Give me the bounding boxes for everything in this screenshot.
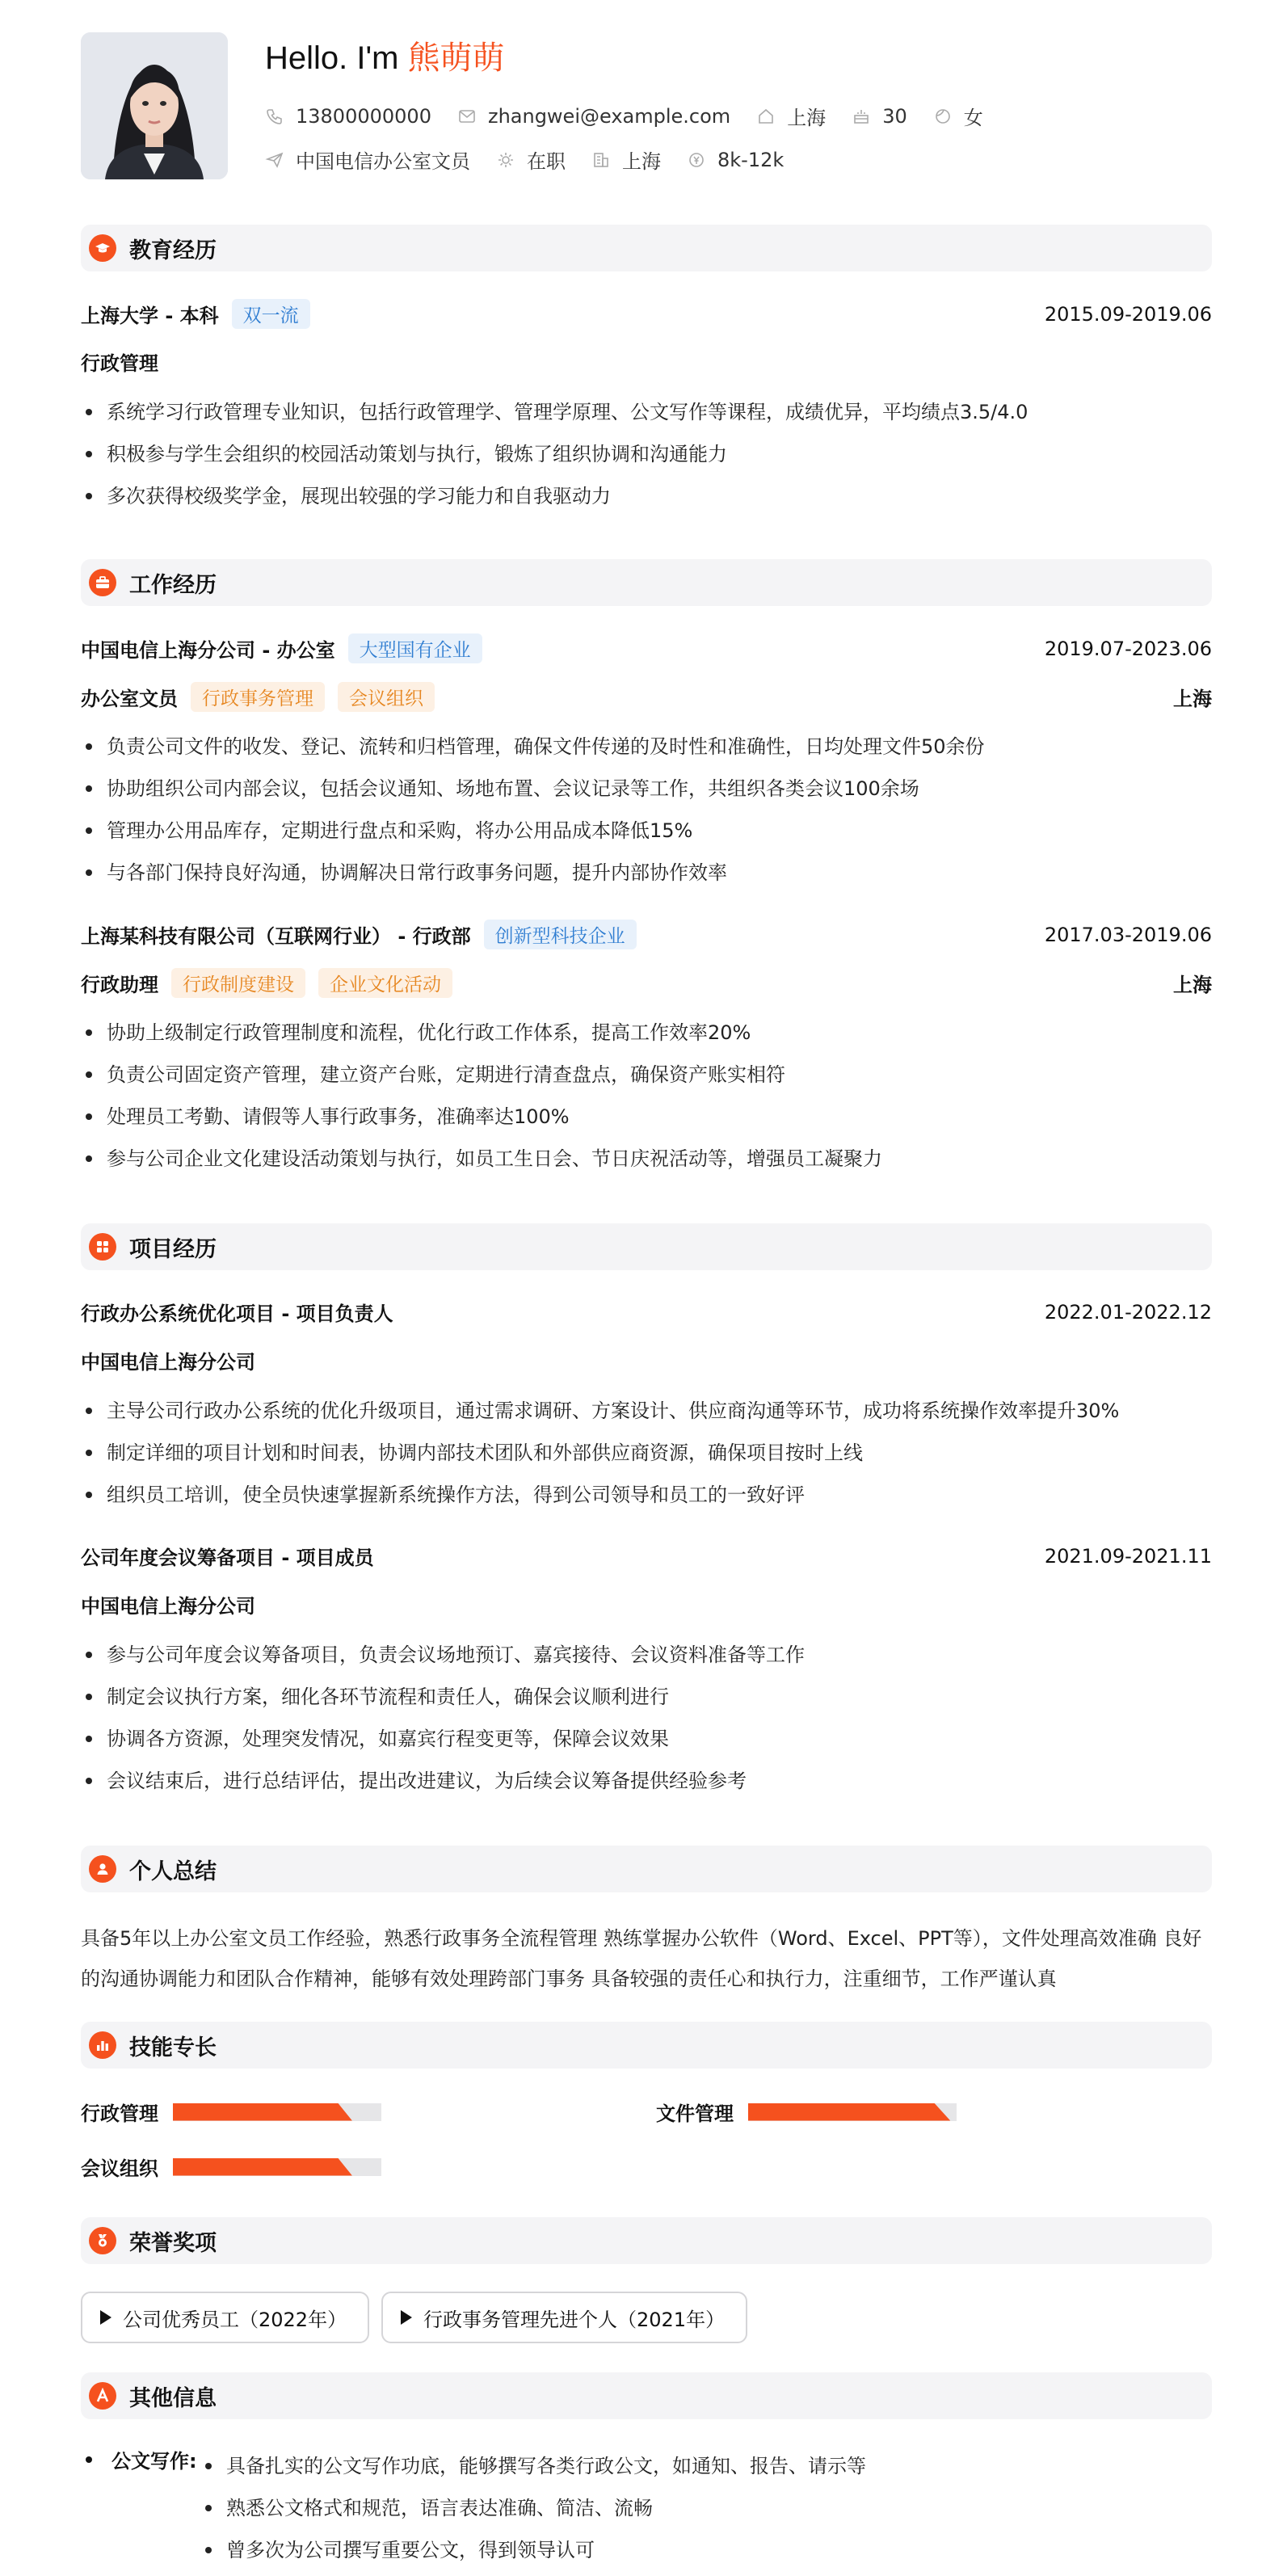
- list-item: 组织员工培训，使全员快速掌握新系统操作方法，得到公司领导和员工的一致好评: [81, 1474, 1228, 1516]
- project-name: 行政办公系统优化项目 - 项目负责人: [81, 1303, 393, 1325]
- project-title-line: [81, 1298, 1212, 1326]
- job-location: 上海: [1173, 974, 1212, 996]
- job-role: 行政助理: [81, 974, 158, 996]
- role-tag: 企业文化活动: [318, 968, 452, 998]
- skill-name: 会议组织: [81, 2157, 158, 2180]
- briefcase-icon: [89, 569, 116, 596]
- mail-icon: [457, 107, 477, 126]
- section-title: 技能专长: [129, 2035, 217, 2060]
- grid-icon: [89, 1233, 116, 1261]
- section-projects-header: [81, 1223, 1212, 1270]
- award-item: [381, 2292, 747, 2343]
- section-title: 个人总结: [129, 1858, 217, 1884]
- target-city-item: [591, 145, 661, 174]
- job-company-line: [81, 920, 1212, 949]
- salary-text: 8k-12k: [717, 148, 785, 171]
- award-text: 公司优秀员工（2022年）: [123, 2308, 347, 2331]
- project-bullets: [81, 1634, 1228, 1802]
- role-tag: 会议组织: [338, 682, 435, 712]
- skill-item: [81, 2153, 381, 2181]
- list-item: 制定会议执行方案，细化各环节流程和责任人，确保会议顺利进行: [81, 1676, 1228, 1718]
- list-item: 协助组织公司内部会议，包括会议通知、场地布置、会议记录等工作，共组织各类会议100余场: [81, 768, 1228, 810]
- skill-item: [81, 2098, 381, 2126]
- play-icon: [100, 2310, 111, 2325]
- job-target-text: 中国电信办公室文员: [296, 150, 470, 173]
- role-tag: 行政制度建设: [171, 968, 305, 998]
- list-item: 具备扎实的公文写作功底，能够撰写各类行政公文，如通知、报告、请示等: [200, 2445, 1210, 2487]
- section-title: 项目经历: [129, 1236, 217, 1262]
- phone-text: 13800000000: [296, 104, 431, 128]
- home-icon: [756, 107, 776, 126]
- list-item: 多次获得校级奖学金，展现出较强的学习能力和自我驱动力: [81, 475, 1228, 517]
- gender-text: 女: [963, 107, 983, 129]
- job-intent-row: [265, 145, 810, 174]
- avatar: [81, 32, 228, 179]
- gear-icon: [496, 150, 515, 170]
- role-tag: 行政事务管理: [191, 682, 325, 712]
- project-period: 2022.01-2022.12: [1044, 1300, 1212, 1324]
- project-org-line: [81, 1346, 1212, 1374]
- job-bullets: [81, 726, 1228, 894]
- bar-chart-icon: [89, 2031, 116, 2059]
- list-item: 管理办公用品库存，定期进行盘点和采购，将办公用品成本降低15%: [81, 810, 1228, 852]
- section-education-header: [81, 225, 1212, 271]
- company-tag: 创新型科技企业: [484, 920, 637, 949]
- city-item: [756, 102, 826, 130]
- medal-icon: [89, 2227, 116, 2254]
- list-item: 与各部门保持良好沟通，协调解决日常行政事务问题，提升内部协作效率: [81, 852, 1228, 894]
- project-name: 公司年度会议筹备项目 - 项目成员: [81, 1547, 374, 1569]
- summary-text: 具备5年以上办公室文员工作经验，熟悉行政事务全流程管理 熟练掌握办公软件（Word、Excel、PPT等），文件处理高效准确 良好的沟通协调能力和团队合作精神，能够有效处理跨部门事务 具备较强的责任心和执行力，注重细节，工作严谨认真: [81, 1927, 1202, 1990]
- project-org: 中国电信上海分公司: [81, 1351, 255, 1374]
- section-other-header: [81, 2372, 1212, 2419]
- graduation-cap-icon: [89, 234, 116, 262]
- list-item: 曾多次为公司撰写重要公文，得到领导认可: [200, 2529, 1210, 2571]
- section-title: 教育经历: [129, 238, 217, 263]
- other-bullets: [200, 2445, 1210, 2571]
- project-org-line: [81, 1590, 1212, 1618]
- list-item: 制定详细的项目计划和时间表，协调内部技术团队和外部供应商资源，确保项目按时上线: [81, 1432, 1228, 1474]
- list-item: 参与公司企业文化建设活动策划与执行，如员工生日会、节日庆祝活动等，增强员工凝聚力: [81, 1138, 1228, 1180]
- coin-icon: [687, 150, 706, 170]
- job-location: 上海: [1173, 688, 1212, 710]
- award-text: 行政事务管理先进个人（2021年）: [423, 2308, 726, 2331]
- greeting: [265, 32, 505, 78]
- job-period: 2017.03-2019.06: [1044, 923, 1212, 946]
- list-item: 参与公司年度会议筹备项目，负责会议场地预订、嘉宾接待、会议资料准备等工作: [81, 1634, 1228, 1676]
- skill-name: 行政管理: [81, 2102, 158, 2125]
- skill-bar-fill: [173, 2158, 352, 2176]
- phone-icon: [265, 107, 284, 126]
- company-tag: 大型国有企业: [348, 633, 482, 663]
- letter-a-icon: [89, 2382, 116, 2410]
- list-item: 熟悉公文格式和规范，语言表达准确、简洁、流畅: [200, 2487, 1210, 2529]
- status-item: [496, 145, 566, 174]
- phone-item: [265, 105, 431, 128]
- skill-bar: [173, 2103, 381, 2121]
- list-item: 系统学习行政管理专业知识，包括行政管理学、管理学原理、公文写作等课程，成绩优异，平均绩点3.5/4.0: [81, 391, 1228, 433]
- play-icon: [401, 2310, 412, 2325]
- job-company-line: [81, 633, 1212, 663]
- section-title: 荣誉奖项: [129, 2230, 217, 2256]
- other-label: [81, 2445, 197, 2473]
- education-school-line: [81, 299, 1212, 329]
- project-title-line: [81, 1542, 1212, 1570]
- section-title: 其他信息: [129, 2385, 217, 2411]
- skill-bar: [173, 2158, 381, 2176]
- section-awards-header: [81, 2217, 1212, 2264]
- education-major-line: [81, 347, 1212, 376]
- section-work-header: [81, 559, 1212, 606]
- job-role-line: [81, 968, 1212, 998]
- list-item: 积极参与学生会组织的校园活动策划与执行，锻炼了组织协调和沟通能力: [81, 433, 1228, 475]
- status-text: 在职: [527, 150, 566, 173]
- other-label-text: 公文写作:: [111, 2450, 197, 2473]
- job-role-line: [81, 682, 1212, 712]
- company-name: 中国电信上海分公司 - 办公室: [81, 639, 335, 662]
- skill-bar: [748, 2103, 957, 2121]
- bullet-dot: [86, 2456, 92, 2463]
- target-city-text: 上海: [622, 150, 661, 173]
- project-period: 2021.09-2021.11: [1044, 1544, 1212, 1568]
- gender-item: [933, 102, 983, 130]
- send-icon: [265, 150, 284, 170]
- candidate-name: 熊萌萌: [407, 40, 505, 76]
- company-name: 上海某科技有限公司（互联网行业） - 行政部: [81, 925, 471, 948]
- major-name: 行政管理: [81, 352, 158, 375]
- skill-bar-fill: [173, 2103, 352, 2121]
- school-tag: 双一流: [232, 299, 310, 329]
- email-item: [457, 105, 730, 128]
- job-role: 办公室文员: [81, 688, 178, 710]
- face-icon: [933, 107, 953, 126]
- email-text: zhangwei@example.com: [487, 104, 731, 128]
- skill-name: 文件管理: [656, 2102, 734, 2125]
- list-item: 协助上级制定行政管理制度和流程，优化行政工作体系，提高工作效率20%: [81, 1012, 1228, 1054]
- building-icon: [591, 150, 611, 170]
- job-target-item: [265, 145, 470, 174]
- project-bullets: [81, 1390, 1228, 1516]
- age-item: [852, 105, 907, 128]
- list-item: 主导公司行政办公系统的优化升级项目，通过需求调研、方案设计、供应商沟通等环节，成功将系统操作效率提升30%: [81, 1390, 1228, 1432]
- skill-bar-fill: [748, 2103, 950, 2121]
- skill-item: [656, 2098, 957, 2126]
- greeting-text: Hello. I'm: [265, 40, 408, 76]
- project-org: 中国电信上海分公司: [81, 1595, 255, 1618]
- list-item: 处理员工考勤、请假等人事行政事务，准确率达100%: [81, 1096, 1228, 1138]
- education-bullets: [81, 391, 1228, 517]
- salary-item: [687, 149, 784, 171]
- city-text: 上海: [787, 107, 827, 129]
- section-title: 工作经历: [129, 572, 217, 598]
- job-bullets: [81, 1012, 1228, 1180]
- education-period: 2015.09-2019.06: [1044, 302, 1212, 326]
- list-item: 负责公司文件的收发、登记、流转和归档管理，确保文件传递的及时性和准确性，日均处理文件50余份: [81, 726, 1228, 768]
- user-icon: [89, 1855, 116, 1883]
- award-item: [81, 2292, 369, 2343]
- job-period: 2019.07-2023.06: [1044, 637, 1212, 660]
- list-item: 负责公司固定资产管理，建立资产台账，定期进行清查盘点，确保资产账实相符: [81, 1054, 1228, 1096]
- list-item: 协调各方资源，处理突发情况，如嘉宾行程变更等，保障会议效果: [81, 1718, 1228, 1760]
- list-item: 会议结束后，进行总结评估，提出改进建议，为后续会议筹备提供经验参考: [81, 1760, 1228, 1802]
- school-name: 上海大学 - 本科: [81, 305, 219, 327]
- cake-icon: [852, 107, 871, 126]
- contact-row: [265, 102, 1009, 130]
- section-skills-header: [81, 2022, 1212, 2069]
- age-text: 30: [882, 104, 907, 128]
- section-summary-header: [81, 1846, 1212, 1892]
